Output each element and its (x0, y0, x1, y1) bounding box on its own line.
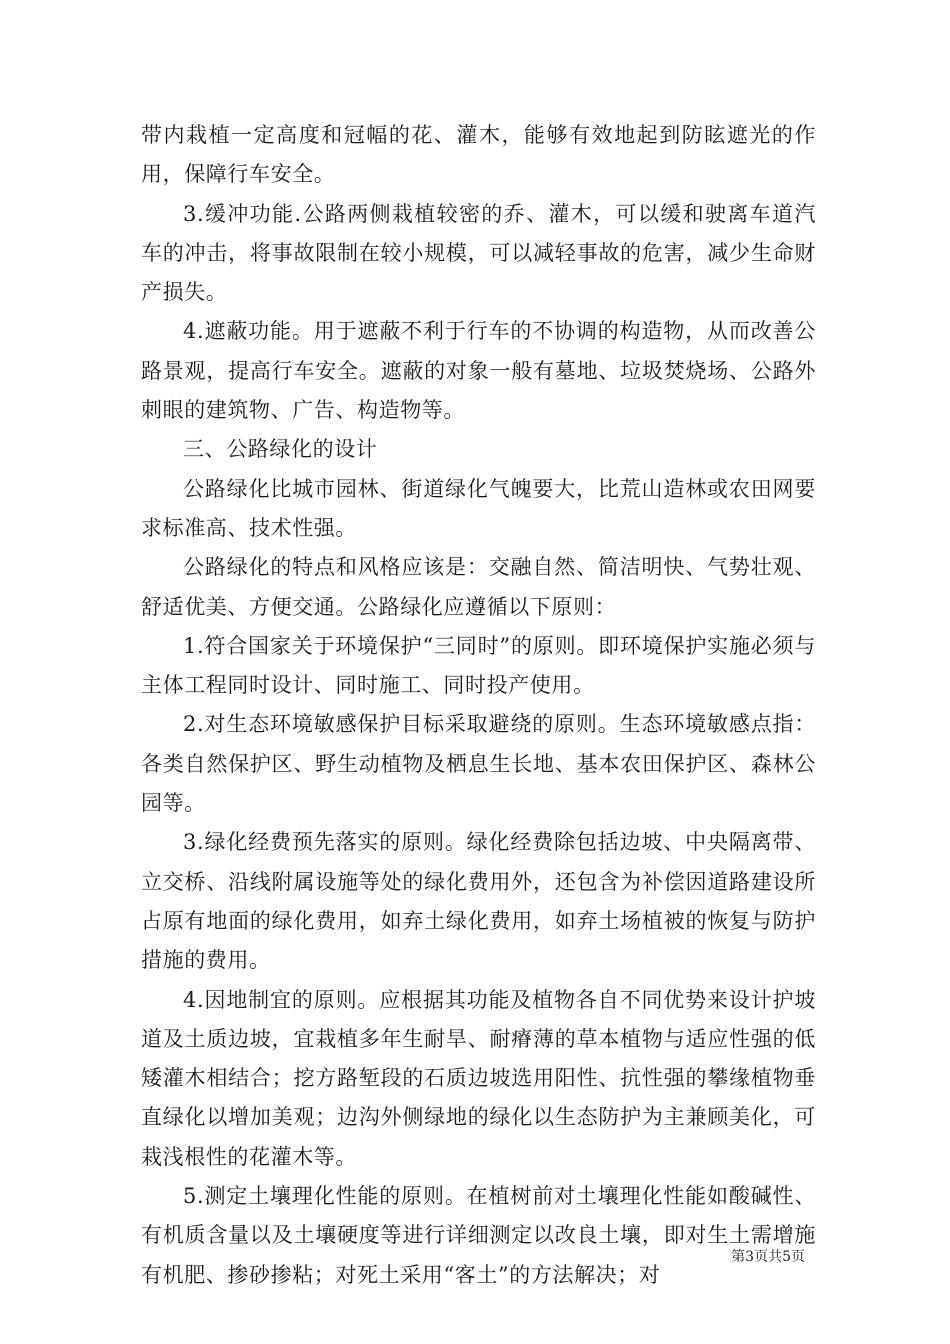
paragraph: 带内栽植一定高度和冠幅的花、灌木，能够有效地起到防眩遮光的作用，保障行车安全。 (141, 123, 816, 187)
paragraph: 3.绿化经费预先落实的原则。绿化经费除包括边坡、中央隔离带、立交桥、沿线附属设施等处的绿化费用外，还包含为补偿因道路建设所占原有地面的绿化费用，如弃土绿化费用，如弃土场植被的恢复与防护措施的费用。 (141, 830, 816, 973)
paragraph: 5.测定土壤理化性能的原则。在植树前对土壤理化性能如酸碱性、有机质含量以及土壤硬度等进行详细测定以改良土壤，即对生土需增施有机肥、掺砂掺粘；对死土采用“客土”的方法解决；对 (141, 1184, 816, 1287)
body-text (141, 116, 816, 1295)
paragraph: 4.遮蔽功能。用于遮蔽不利于行车的不协调的构造物，从而改善公路景观，提高行车安全。遮蔽的对象一般有墓地、垃圾焚烧场、公路外刺眼的建筑物、广告、构造物等。 (141, 319, 816, 423)
paragraph: 2.对生态环境敏感保护目标采取避绕的原则。生态环境敏感点指：各类自然保护区、野生动植物及栖息生长地、基本农田保护区、森林公园等。 (141, 712, 816, 816)
paragraph: 公路绿化比城市园林、街道绿化气魄要大，比荒山造林或农田网要求标准高、技术性强。 (141, 476, 816, 540)
paragraph: 1.符合国家关于环境保护“三同时”的原则。即环境保护实施必须与主体工程同时设计、同时施工、同时投产使用。 (141, 633, 816, 698)
paragraph: 4.因地制宜的原则。应根据其功能及植物各自不同优势来设计护坡道及土质边坡，宜栽植多年生耐旱、耐瘠薄的草本植物与适应性强的低矮灌木相结合；挖方路堑段的石质边坡选用阳性、抗性强的攀缘植物垂直绿化以增加美观；边沟外侧绿地的绿化以生态防护为主兼顾美化，可栽浅根性的花灌木等。 (141, 987, 816, 1169)
page-number-footer: 第3页共5页 (731, 1249, 805, 1265)
paragraph: 3.缓冲功能.公路两侧栽植较密的乔、灌木，可以缓和驶离车道汽车的冲击，将事故限制在较小规模，可以减轻事故的危害，减少生命财产损失。 (141, 201, 816, 305)
paragraph: 公路绿化的特点和风格应该是：交融自然、简洁明快、气势壮观、舒适优美、方便交通。公路绿化应遵循以下原则： (141, 555, 816, 619)
section-heading: 三、公路绿化的设计 (183, 437, 378, 462)
